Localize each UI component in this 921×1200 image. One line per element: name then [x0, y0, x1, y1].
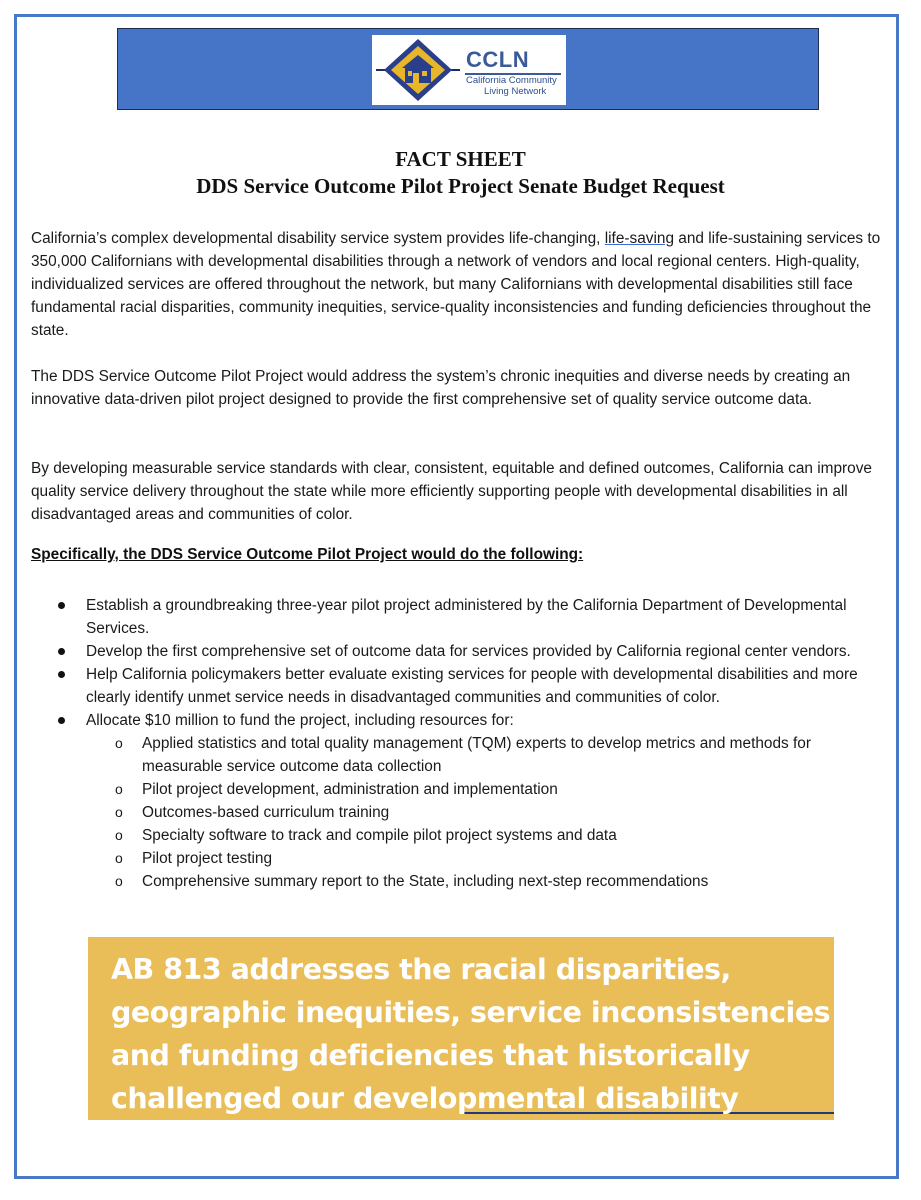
bullet-dot-icon — [58, 648, 65, 655]
sub-bullet-text: Pilot project testing — [142, 850, 273, 867]
ccln-logo — [372, 35, 566, 105]
list-item — [0, 663, 888, 709]
list-item — [0, 594, 888, 640]
sub-list-item — [0, 732, 882, 778]
circle-bullet-icon: o — [115, 827, 123, 843]
circle-bullet-icon: o — [115, 781, 123, 797]
logo-subtitle-1: California Community — [466, 75, 557, 86]
sub-bullet-text: Pilot project development, administration and implementation — [142, 781, 558, 798]
circle-bullet-icon: o — [115, 804, 123, 820]
p1-text-a: California’s complex developmental disability service system provides life-changing, — [31, 230, 605, 247]
sub-bullet-text: Outcomes-based curriculum training — [142, 804, 390, 821]
intro-paragraph-3: By developing measurable service standards with clear, consistent, equitable and defined outcomes, California can improve quality service delivery throughout the state while more efficiently supporting people with developmental disabilities in all disadvantaged areas and communities of color. — [31, 460, 872, 523]
list-item — [0, 709, 888, 732]
section-heading: Specifically, the DDS Service Outcome Pilot Project would do the following: — [31, 546, 584, 563]
bullet-dot-icon — [58, 602, 65, 609]
sub-list-item — [0, 824, 882, 847]
sub-list-item — [0, 801, 882, 824]
sub-list-item — [0, 778, 882, 801]
bullet-dot-icon — [58, 671, 65, 678]
bullet-text: Allocate $10 million to fund the project, including resources for: — [86, 712, 514, 729]
circle-bullet-icon: o — [115, 735, 123, 751]
sub-bullet-text: Specialty software to track and compile pilot project systems and data — [142, 827, 617, 844]
title-fact-sheet: FACT SHEET — [395, 147, 526, 171]
circle-bullet-icon: o — [115, 873, 123, 889]
bullet-text: Develop the first comprehensive set of outcome data for services provided by California regional center vendors. — [86, 643, 851, 660]
bullet-text: Help California policymakers better evaluate existing services for people with developmental disabilities and more clearly identify unmet service needs in disadvantaged communities and communities of color. — [86, 666, 858, 706]
sub-list-item — [0, 870, 882, 893]
bullet-list — [0, 594, 921, 893]
bullet-text: Establish a groundbreaking three-year pilot project administered by the California Department of Developmental Services. — [86, 597, 847, 637]
title-main: DDS Service Outcome Pilot Project Senate Budget Request — [196, 174, 725, 198]
intro-paragraph-1 — [31, 227, 901, 342]
sub-bullet-text: Applied statistics and total quality management (TQM) experts to develop metrics and methods for measurable service outcome data collection — [142, 735, 811, 775]
bullet-dot-icon — [58, 717, 65, 724]
p1-underlined: life-saving — [604, 230, 675, 247]
intro-paragraph-2: The DDS Service Outcome Pilot Project would address the system’s chronic inequities and diverse needs by creating an innovative data-driven pilot project designed to provide the first comprehensive set of quality service outcome data. — [31, 368, 851, 408]
logo-subtitle-2: Living Network — [484, 86, 547, 97]
page-title — [0, 146, 921, 200]
logo-acronym: CCLN — [466, 47, 530, 72]
house-diamond-icon — [372, 35, 464, 105]
callout-text: AB 813 addresses the racial disparities, geographic inequities, service inconsistencies and funding deficiencies that historically challenged our developmental disability service system. — [111, 953, 831, 1158]
p1-text-b: and life-sustaining services to 350,000 Californians with developmental disabilities through a network of vendors and local regional centers. High-quality, individualized services are offered throughout the network, but many Californians with developmental disabilities still face fundamental racial disparities, community inequities, service-quality inconsistencies and funding deficiencies throughout the state. — [31, 230, 881, 339]
list-item — [0, 640, 888, 663]
circle-bullet-icon: o — [115, 850, 123, 866]
sub-bullet-text: Comprehensive summary report to the State, including next-step recommendations — [142, 873, 709, 890]
sub-list-item — [0, 847, 882, 870]
